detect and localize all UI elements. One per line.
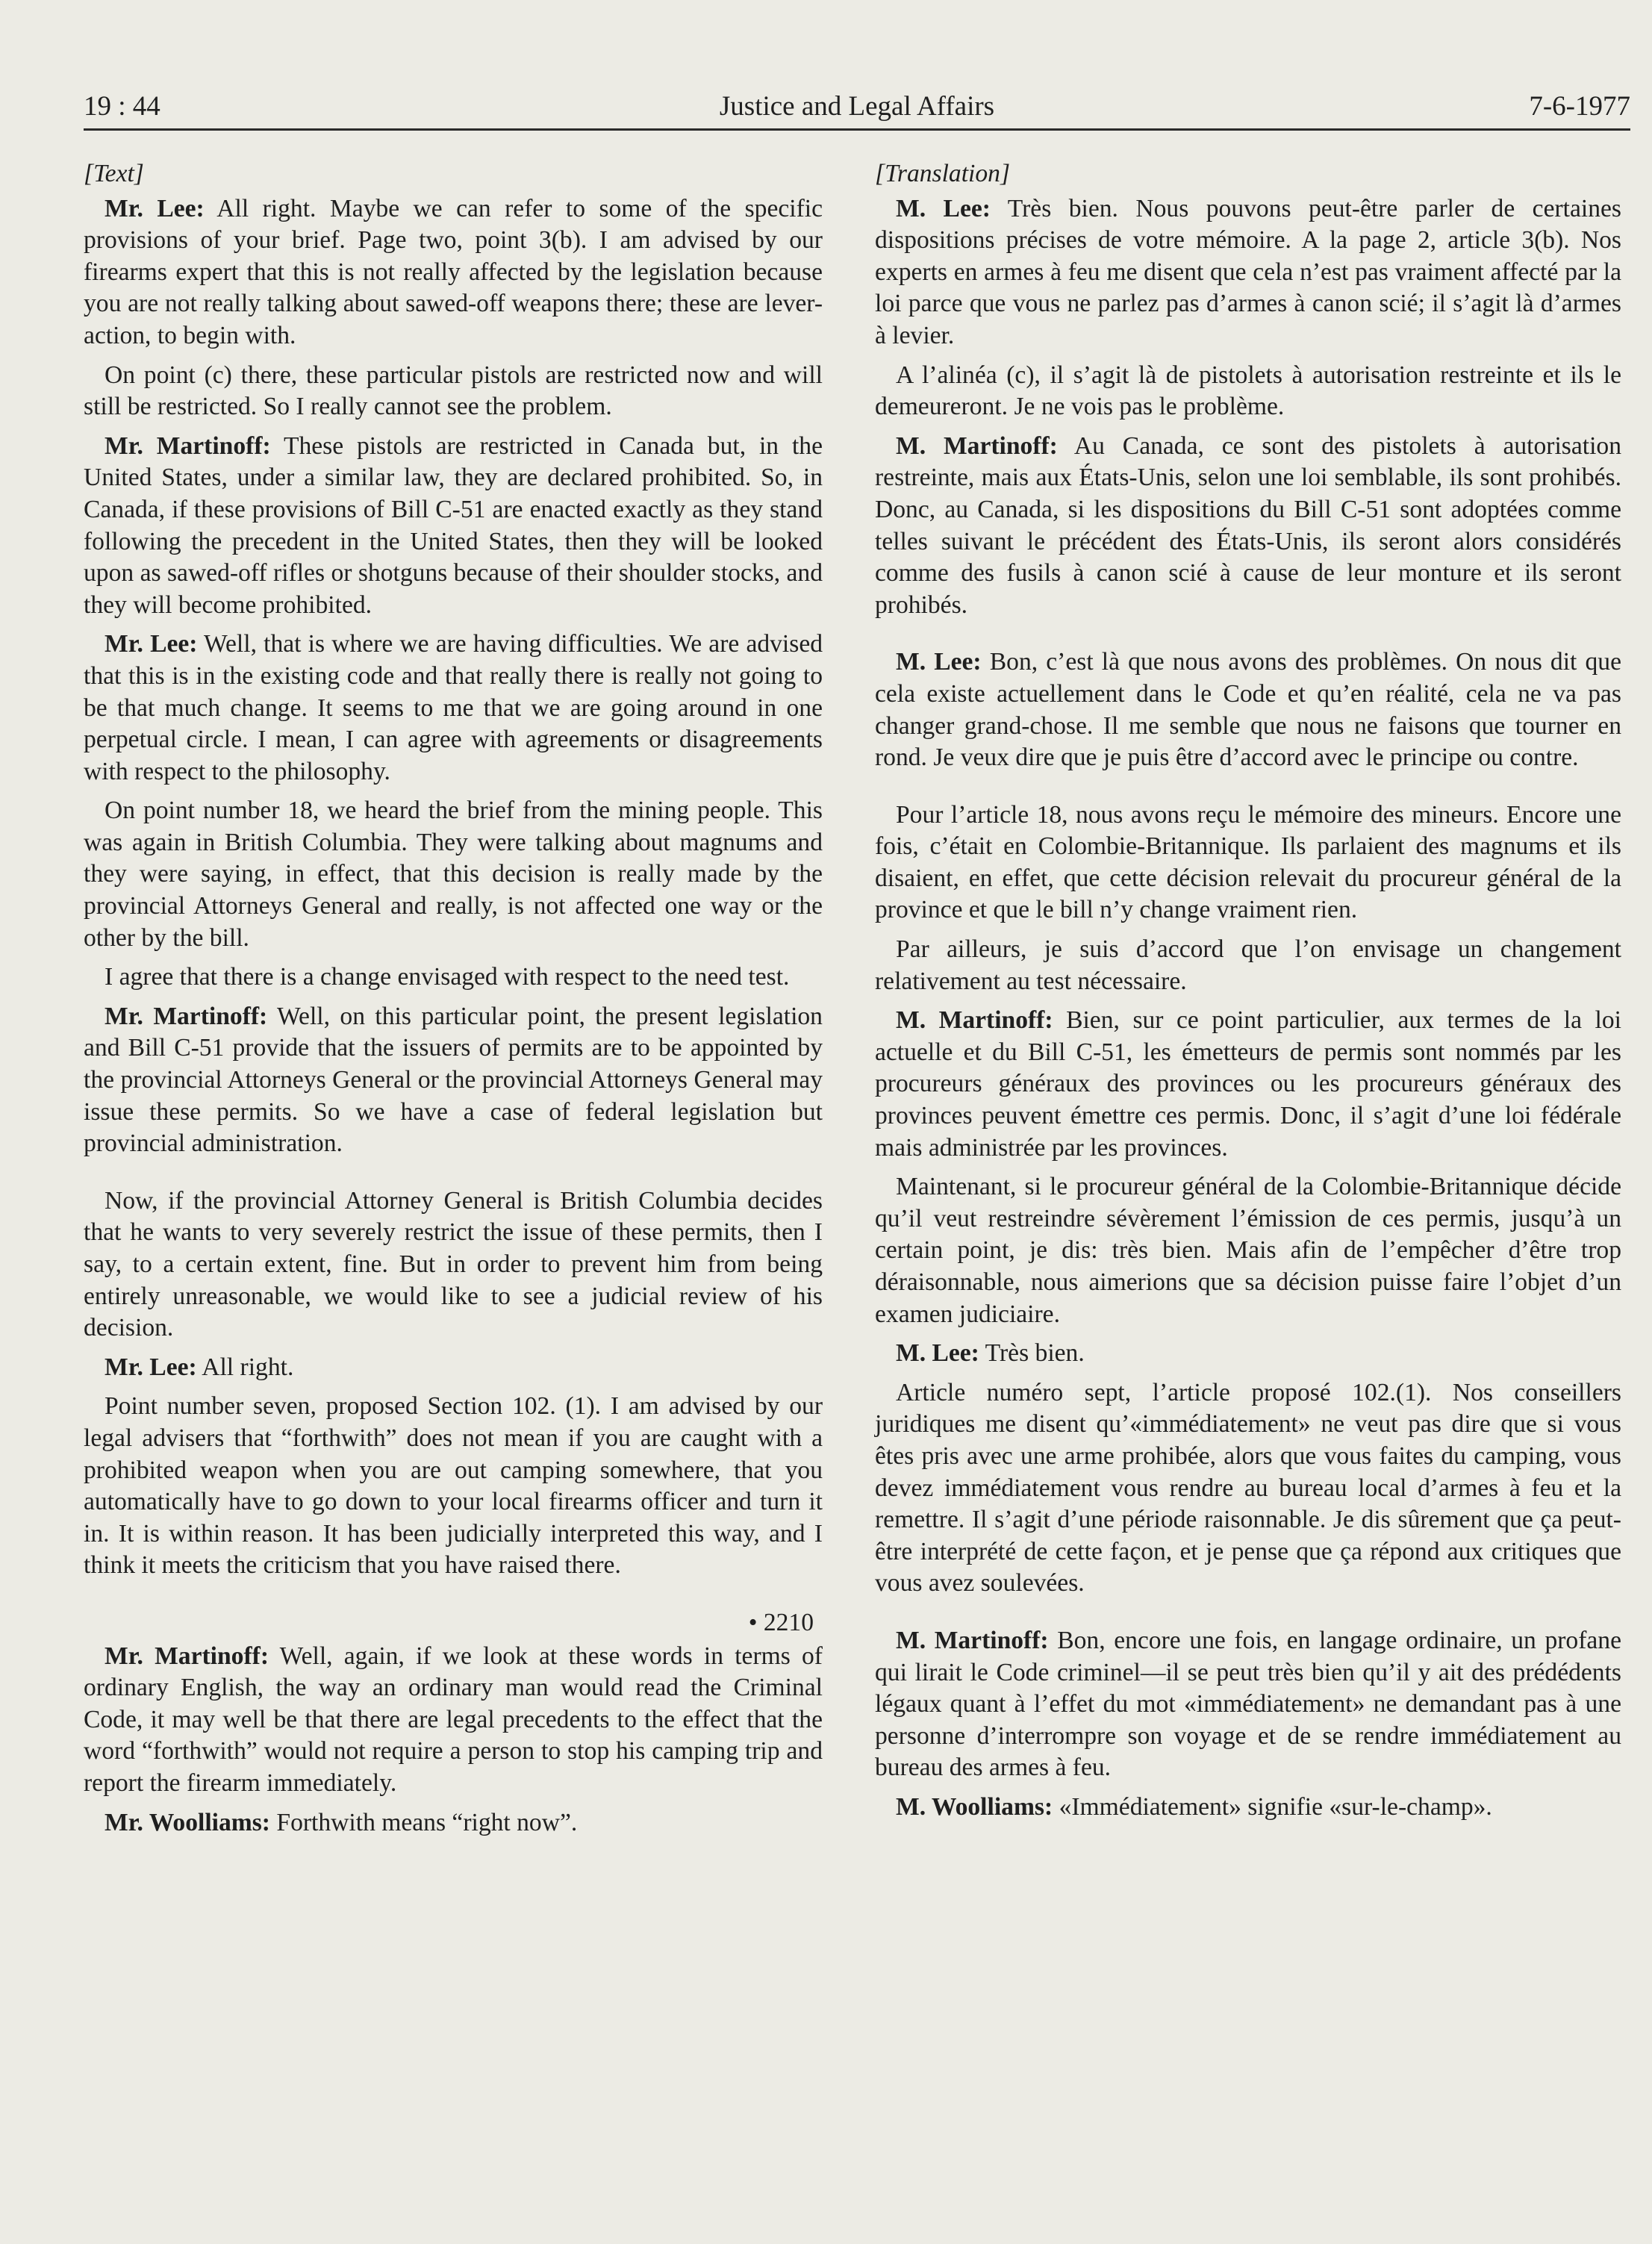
speaker-name: M. Lee: xyxy=(896,194,991,222)
speech-text: Well, that is where we are having difficulties. We are advised that this is in the existing code and that really there is really not going to be that much change. It seems to me that we are going around in one perpetual circle. I mean, I can agree with agreements or disagreements with respect to the philosophy. xyxy=(84,630,823,785)
paragraph xyxy=(84,1641,823,1800)
paragraph xyxy=(875,1338,1621,1370)
speaker-name: Mr. Lee: xyxy=(105,1353,197,1381)
speaker-name: M. Martinoff: xyxy=(896,1626,1049,1654)
paragraph xyxy=(875,1792,1621,1824)
speech-text: All right. Maybe we can refer to some of the specific provisions of your brief. Page two, point 3(b). I am advised by our firearms expert that this is not really affected by the legislation because you are not really talking about sawed-off weapons there; these are lever-action, to begin with. xyxy=(84,194,823,349)
section-label: [Text] xyxy=(84,160,144,187)
running-title: Justice and Legal Affairs xyxy=(719,91,995,122)
paragraph: Par ailleurs, je suis d’accord que l’on envisage un changement relativement au test nécessaire. xyxy=(875,935,1621,995)
paragraph xyxy=(84,1807,823,1839)
speaker-name: Mr. Woolliams: xyxy=(105,1808,270,1836)
speaker-name: Mr. Martinoff: xyxy=(105,1642,269,1670)
paragraph: Article numéro sept, l’article proposé 102.(1). Nos conseillers juridiques me disent qu’«immédiatement» ne veut pas dire que si vous êtes pris avec une arme prohibée, alors que vous faites du camping, vous devez immédiatement vous rendre au bureau local d’armes à feu et la remettre. Il s’agit d’une période raisonnable. Je dis sûrement que ça peut-être interprété de cette façon, et je pense que ça répond aux critiques que vous avez soulevées. xyxy=(875,1378,1621,1598)
paragraph xyxy=(875,193,1621,352)
speech-text: «Immédiatement» signifie «sur-le-champ». xyxy=(1053,1792,1492,1821)
paragraph xyxy=(84,1001,823,1160)
paragraph xyxy=(84,193,823,352)
speaker-name: M. Lee: xyxy=(896,648,982,676)
speaker-name: M. Martinoff: xyxy=(896,1006,1053,1035)
speech-text: Bon, c’est là que nous avons des problèmes. On nous dit que cela existe actuellement dans le Code et qu’en réalité, cela ne va pas changer grand-chose. Il me semble que nous ne faisons que tourner en rond. Je veux dire que je puis être d’accord avec le principe ou contre. xyxy=(875,648,1621,772)
speech-text: Well, again, if we look at these words in terms of ordinary English, the way an ordinary man would read the Criminal Code, it may well be that there are legal precedents to the effect that the word “forthwith” would not require a person to stop his camping trip and report the firearm immediately. xyxy=(84,1642,823,1797)
speaker-name: M. Lee: xyxy=(896,1339,979,1368)
paragraph xyxy=(875,1625,1621,1784)
french-column xyxy=(875,158,1621,1831)
speech-text: Well, on this particular point, the present legislation and Bill C-51 provide that the issuers of permits are to be appointed by the provincial Attorneys General or the provincial Attorneys General may issue these permits. So we have a case of federal legislation but provincial administration. xyxy=(84,1002,823,1158)
paragraph xyxy=(875,1005,1621,1164)
paragraph xyxy=(875,646,1621,773)
time-marker: • 2210 xyxy=(748,1608,814,1636)
section-label: [Translation] xyxy=(875,160,1011,187)
paragraph: Pour l’article 18, nous avons reçu le mémoire des mineurs. Encore une fois, c’était en Colombie-Britannique. Ils parlaient des magnums et ils disaient, en effet, que cette décision relevait du procureur général de la province et que le bill n’y change vraiment rien. xyxy=(875,800,1621,924)
speaker-name: Mr. Martinoff: xyxy=(105,1002,268,1030)
paragraph xyxy=(84,1352,823,1384)
paragraph xyxy=(84,629,823,788)
speaker-name: Mr. Lee: xyxy=(105,194,205,222)
english-column xyxy=(84,158,823,1846)
paragraph: On point (c) there, these particular pistols are restricted now and will still be restricted. So I really cannot see the problem. xyxy=(84,361,823,421)
paragraph: A l’alinéa (c), il s’agit là de pistolets à autorisation restreinte et ils le demeureront. Je ne vois pas le problème. xyxy=(875,361,1621,421)
paragraph: On point number 18, we heard the brief from the mining people. This was again in British Columbia. They were talking about magnums and they were saying, in effect, that this decision is really made by the provincial Attorneys General and really, is not affected one way or the other by the bill. xyxy=(84,797,823,952)
paragraph: Maintenant, si le procureur général de la Colombie-Britannique décide qu’il veut restreindre sévèrement l’émission de ces permis, jusqu’à un certain point, je dis: très bien. Mais afin de l’empêcher d’être trop déraisonnable, nous aimerions que sa décision puisse faire l’objet d’un examen judiciaire. xyxy=(875,1173,1621,1328)
paragraph xyxy=(875,431,1621,622)
speech-text: Très bien. Nous pouvons peut-être parler de certaines dispositions précises de votre mémoire. A la page 2, article 3(b). Nos experts en armes à feu me disent que cela n’est pas vraiment affecté par la loi parce que vous ne parlez pas d’armes à canon scié; il s’agit là d’armes à levier. xyxy=(875,194,1621,349)
speaker-name: M. Martinoff: xyxy=(896,431,1058,460)
paragraph: Now, if the provincial Attorney General is British Columbia decides that he wants to very severely restrict the issue of these permits, then I say, to a certain extent, fine. But in order to prevent him from being entirely unreasonable, we would like to see a judicial review of his decision. xyxy=(84,1186,823,1342)
paragraph xyxy=(84,431,823,622)
issue-date: 7-6-1977 xyxy=(1529,91,1630,122)
speech-text: Au Canada, ce sont des pistolets à autorisation restreinte, mais aux États-Unis, selon une loi semblable, ils sont prohibés. Donc, au Canada, si les dispositions du Bill C-51 sont adoptées comme telles suivant le précédent des États-Unis, ils seront alors considérés comme des fusils à canon scié à cause de leur monture et ils seront prohibés. xyxy=(875,431,1622,619)
speaker-name: Mr. Lee: xyxy=(105,630,198,658)
paragraph: Point number seven, proposed Section 102. (1). I am advised by our legal advisers that “forthwith” does not mean if you are caught with a prohibited weapon when you are out camping somewhere, that you automatically have to go down to your local firearms officer and turn it in. It is within reason. It has been judicially interpreted this way, and I think it meets the criticism that you have raised there. xyxy=(84,1392,823,1580)
speech-text: Très bien. xyxy=(979,1339,1085,1368)
paragraph: I agree that there is a change envisaged with respect to the need test. xyxy=(105,963,790,991)
speech-text: All right. xyxy=(196,1353,294,1381)
page-header xyxy=(84,78,1630,131)
speech-text: Bien, sur ce point particulier, aux termes de la loi actuelle et du Bill C-51, les émetteurs de permis sont nommés par les procureurs généraux des provinces ou les procureurs généraux des provinces peuvent émettre ces permis. Donc, il s’agit d’une loi fédérale mais administrée par les provinces. xyxy=(875,1006,1622,1162)
page-number: 19 : 44 xyxy=(84,91,160,122)
speaker-name: Mr. Martinoff: xyxy=(105,431,271,460)
speaker-name: M. Woolliams: xyxy=(896,1792,1053,1821)
speech-text: These pistols are restricted in Canada but, in the United States, under a similar law, they are declared prohibited. So, in Canada, if these provisions of Bill C-51 are enacted exactly as they stand following the precedent in the United States, then they will be looked upon as sawed-off rifles or shotguns because of their shoulder stocks, and they will become prohibited. xyxy=(84,431,823,619)
speech-text: Forthwith means “right now”. xyxy=(270,1808,578,1836)
speech-text: Bon, encore une fois, en langage ordinaire, un profane qui lirait le Code criminel—il se peut très bien qu’il y ait des prédédents légaux quant à l’effet du mot «immédiatement» ne demandant pas à une personne d’interrompre son voyage et de se rendre immédiatement au bureau des armes à feu. xyxy=(875,1626,1621,1782)
